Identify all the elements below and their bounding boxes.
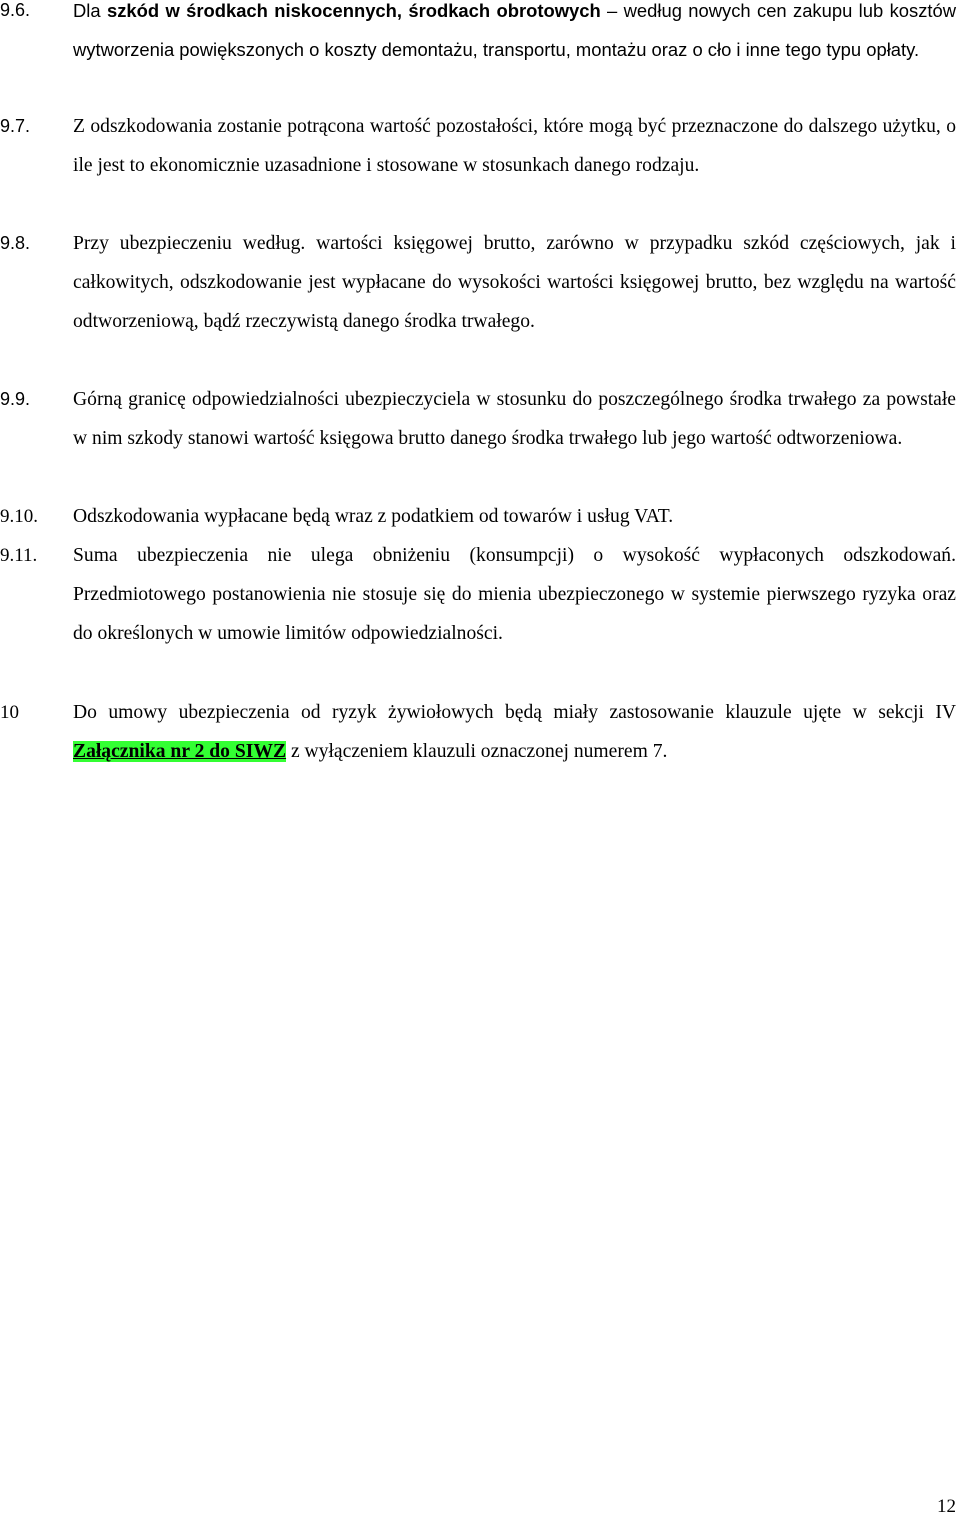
clause-text: Górną granicę odpowiedzialności ubezpieczyciela w stosunku do poszczególnego środka trwałego za powstałe w nim szkody stanowi wartość księgowa brutto danego środka trwałego lub jego wartość odtworzeniowa. <box>73 389 956 449</box>
clause-number: 9.9. <box>0 389 31 409</box>
clause-text <box>73 693 956 771</box>
clause-text-after: z wyłączeniem klauzuli oznaczonej numerem 7. <box>286 741 668 762</box>
clause-text: Przy ubezpieczeniu według. wartości księgowej brutto, zarówno w przypadku szkód częściowych, jak i całkowitych, odszkodowanie jest wypłacane do wysokości wartości księgowej brutto, bez względu na wartość odtworzeniową, bądź rzeczywistą danego środka trwałego. <box>73 233 956 332</box>
clause-number: 9.8. <box>0 233 31 253</box>
clause-rest: – według nowych cen zakupu lub kosztów wytworzenia powiększonych o koszty demontażu, transportu, montażu oraz o cło i inne tego typu opłaty. <box>73 0 957 60</box>
clause-text <box>73 0 956 69</box>
clause-text: Odszkodowania wypłacane będą wraz z podatkiem od towarów i usług VAT. <box>73 506 674 527</box>
clause-number: 9.7. <box>0 116 31 136</box>
clause-bold-text: szkód w środkach niskocennych, środkach obrotowych <box>106 0 601 21</box>
clause-number: 9.6. <box>0 0 31 20</box>
clause-number: 10 <box>0 702 19 723</box>
clause-number: 9.11. <box>0 545 38 566</box>
clause-number: 9.10. <box>0 506 38 527</box>
clause-text: Suma ubezpieczenia nie ulega obniżeniu (konsumpcji) o wysokość wypłaconych odszkodowań. Przedmiotowego postanowienia nie stosuje się do mienia ubezpieczonego w systemie pierwszego ryzyka oraz do określonych w umowie limitów odpowiedzialności. <box>73 545 956 644</box>
page-number: 12 <box>937 1496 956 1517</box>
clause-text: Z odszkodowania zostanie potrącona wartość pozostałości, które mogą być przeznaczone do dalszego użytku, o ile jest to ekonomicznie uzasadnione i stosowane w stosunkach danego rodzaju. <box>73 116 956 176</box>
attachment-reference-highlight: Załącznika nr 2 do SIWZ <box>73 741 287 762</box>
clause-text-before: Do umowy ubezpieczenia od ryzyk żywiołowych będą miały zastosowanie klauzule ujęte w sekcji IV <box>73 702 956 723</box>
clause-intro: Dla <box>73 0 107 21</box>
